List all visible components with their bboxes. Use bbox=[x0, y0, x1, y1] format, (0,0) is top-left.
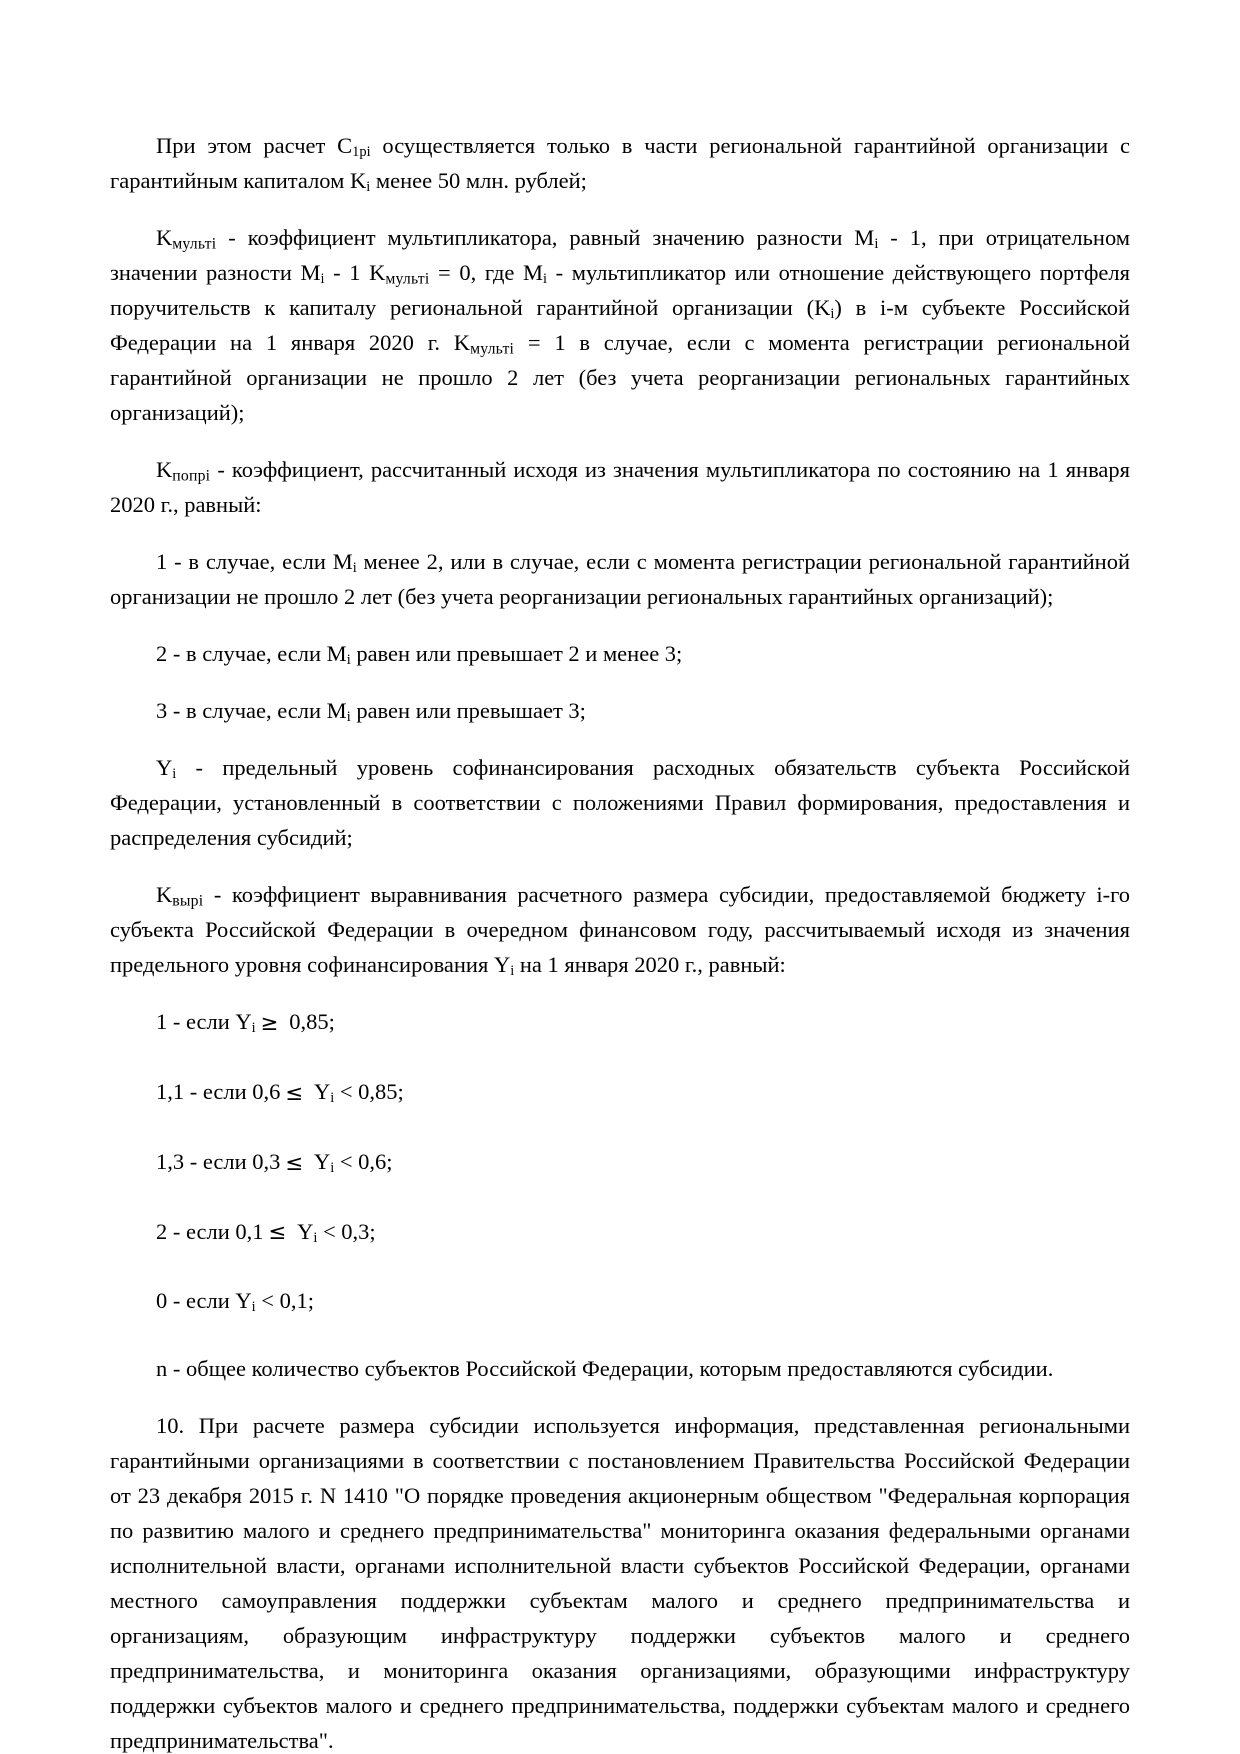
subscript-i: i bbox=[346, 709, 351, 726]
text-run: - мультипликатор или отношение действующего портфеля поручительств к капиталу региональной гарантийной организации (K bbox=[110, 260, 1130, 320]
subscript-i: i bbox=[830, 306, 835, 323]
text-run: 3 - в случае, если M bbox=[156, 698, 347, 723]
subscript-i: i bbox=[346, 652, 351, 669]
text-run: - коэффициент выравнивания расчетного размера субсидии, предоставляемой бюджету i-го субъекта Российской Федерации в очередном финансовом году, рассчитываемый исходя из значения предельного уровня софинансирования Y bbox=[110, 882, 1130, 977]
paragraph-yi bbox=[110, 750, 1130, 855]
text-run: на 1 января 2020 г., равный: bbox=[514, 952, 786, 977]
text-run: 10. При расчете размера субсидии используется информация, представленная региональными гарантийными организациями в соответствии с постановлением Правительства Российской Федерации от 23 декабря 2015 г. N 1410 "О порядке проведения акционерным обществом "Федеральная корпорация по развитию малого и среднего предпринимательства" мониторинга оказания федеральными органами исполнительной власти, органами исполнительной власти субъектов Российской Федерации, органами местного самоуправления поддержки субъектам малого и среднего предпринимательства и организациям, образующим инфраструктуру поддержки субъектов малого и среднего предпринимательства, и мониторинга оказания организациями, образующими инфраструктуру поддержки субъектов малого и среднего предпринимательства, поддержки субъектам малого и среднего предпринимательства". bbox=[110, 1413, 1130, 1754]
text-run: - предельный уровень софинансирования расходных обязательств субъекта Российской Федерации, установленный в соответствии с положениями Правил формирования, предоставления и распределения субсидий; bbox=[110, 755, 1130, 850]
subscript-i: i bbox=[874, 236, 879, 253]
condition-row-2 bbox=[110, 1074, 1130, 1111]
subscript-i: i bbox=[510, 963, 515, 980]
less-or-equal-symbol: ≤ bbox=[285, 1150, 304, 1176]
text-run: 2 - если 0,1 bbox=[156, 1218, 264, 1244]
paragraph-kpopri bbox=[110, 452, 1130, 522]
subscript-1pi: 1pi bbox=[352, 144, 371, 161]
text-run: n - общее количество субъектов Российской Федерации, которым предоставляются субсидии. bbox=[156, 1356, 1054, 1382]
text-run: Y bbox=[308, 1148, 331, 1174]
text-run: менее 2, или в случае, если с момента регистрации региональной гарантийной организации не прошло 2 лет (без учета реорганизации региональных гарантийных организаций); bbox=[110, 549, 1130, 609]
subscript-i: i bbox=[251, 1020, 256, 1037]
condition-row-1 bbox=[110, 1004, 1130, 1041]
subscript-multi: мультi bbox=[172, 235, 217, 253]
subscript-i: i bbox=[320, 271, 325, 288]
subscript-i: i bbox=[172, 766, 177, 783]
text-run: = 0, где M bbox=[429, 260, 543, 285]
subscript-multi: мультi bbox=[385, 270, 430, 288]
text-run: - коэффициент мультипликатора, равный значению разности M bbox=[216, 225, 875, 250]
subscript-i: i bbox=[543, 271, 547, 288]
subscript-i: i bbox=[330, 1159, 335, 1176]
text-run: - 1 K bbox=[324, 260, 386, 285]
condition-row-5 bbox=[110, 1283, 1130, 1318]
subscript-i: i bbox=[251, 1299, 256, 1316]
text-run: - 1, при отрицательном значении разности M bbox=[110, 225, 1131, 285]
text-run: осуществляется только в части региональной гарантийной организации с гарантийным капиталом K bbox=[110, 133, 1131, 193]
text-run: При этом расчет C bbox=[156, 133, 353, 158]
paragraph-c1pi bbox=[110, 128, 1130, 198]
paragraph-case-1 bbox=[110, 544, 1130, 614]
text-run: < 0,6; bbox=[334, 1148, 393, 1174]
text-run: K bbox=[156, 225, 173, 250]
text-run: менее 50 млн. рублей; bbox=[370, 168, 587, 193]
subscript-vyr: вырi bbox=[172, 892, 204, 910]
paragraph-n-definition bbox=[110, 1351, 1130, 1386]
subscript-i: i bbox=[366, 179, 371, 196]
paragraph-case-2 bbox=[110, 636, 1130, 671]
text-run: Y bbox=[291, 1218, 314, 1244]
text-run: Y bbox=[308, 1078, 331, 1104]
text-run: 0,85; bbox=[283, 1009, 335, 1034]
paragraph-kvyri bbox=[110, 877, 1130, 982]
paragraph-item-10 bbox=[110, 1408, 1130, 1754]
text-run: < 0,3; bbox=[317, 1218, 376, 1244]
less-or-equal-symbol: ≤ bbox=[268, 1220, 287, 1246]
text-run: 2 - в случае, если M bbox=[156, 641, 347, 666]
text-run: равен или превышает 3; bbox=[350, 698, 586, 723]
text-run: < 0,85; bbox=[334, 1078, 404, 1104]
subscript-i: i bbox=[352, 560, 357, 577]
text-run: Y bbox=[156, 755, 173, 780]
text-run: K bbox=[156, 882, 173, 907]
text-run: 1,1 - если 0,6 bbox=[156, 1078, 281, 1104]
text-run: - коэффициент, рассчитанный исходя из значения мультипликатора по состоянию на 1 января 2020 г., равный: bbox=[110, 457, 1130, 517]
greater-or-equal-symbol: ≥ bbox=[260, 1010, 279, 1036]
text-run: ) в i-м субъекте Российской Федерации на 1 января 2020 г. K bbox=[110, 295, 1130, 355]
paragraph-case-3 bbox=[110, 693, 1130, 728]
text-run: < 0,1; bbox=[255, 1288, 314, 1314]
less-or-equal-symbol: ≤ bbox=[285, 1080, 304, 1106]
text-run: K bbox=[156, 457, 173, 482]
text-run: 0 - если Y bbox=[156, 1288, 252, 1314]
condition-row-4 bbox=[110, 1214, 1130, 1251]
subscript-i: i bbox=[313, 1229, 318, 1246]
text-run: = 1 в случае, если с момента регистрации региональной гарантийной организации не прошло 2 лет (без учета реорганизации региональных гарантийных организаций); bbox=[110, 330, 1131, 425]
condition-row-3 bbox=[110, 1144, 1130, 1181]
text-run: 1,3 - если 0,3 bbox=[156, 1148, 281, 1174]
text-run: равен или превышает 2 и менее 3; bbox=[350, 641, 683, 666]
text-run: 1 - в случае, если M bbox=[156, 549, 353, 574]
text-run: 1 - если Y bbox=[156, 1009, 252, 1034]
subscript-popr: попрi bbox=[172, 467, 211, 485]
paragraph-kmulti bbox=[110, 220, 1130, 430]
subscript-multi: мультi bbox=[470, 340, 515, 358]
subscript-i: i bbox=[330, 1090, 335, 1106]
document-body bbox=[110, 128, 1130, 1754]
